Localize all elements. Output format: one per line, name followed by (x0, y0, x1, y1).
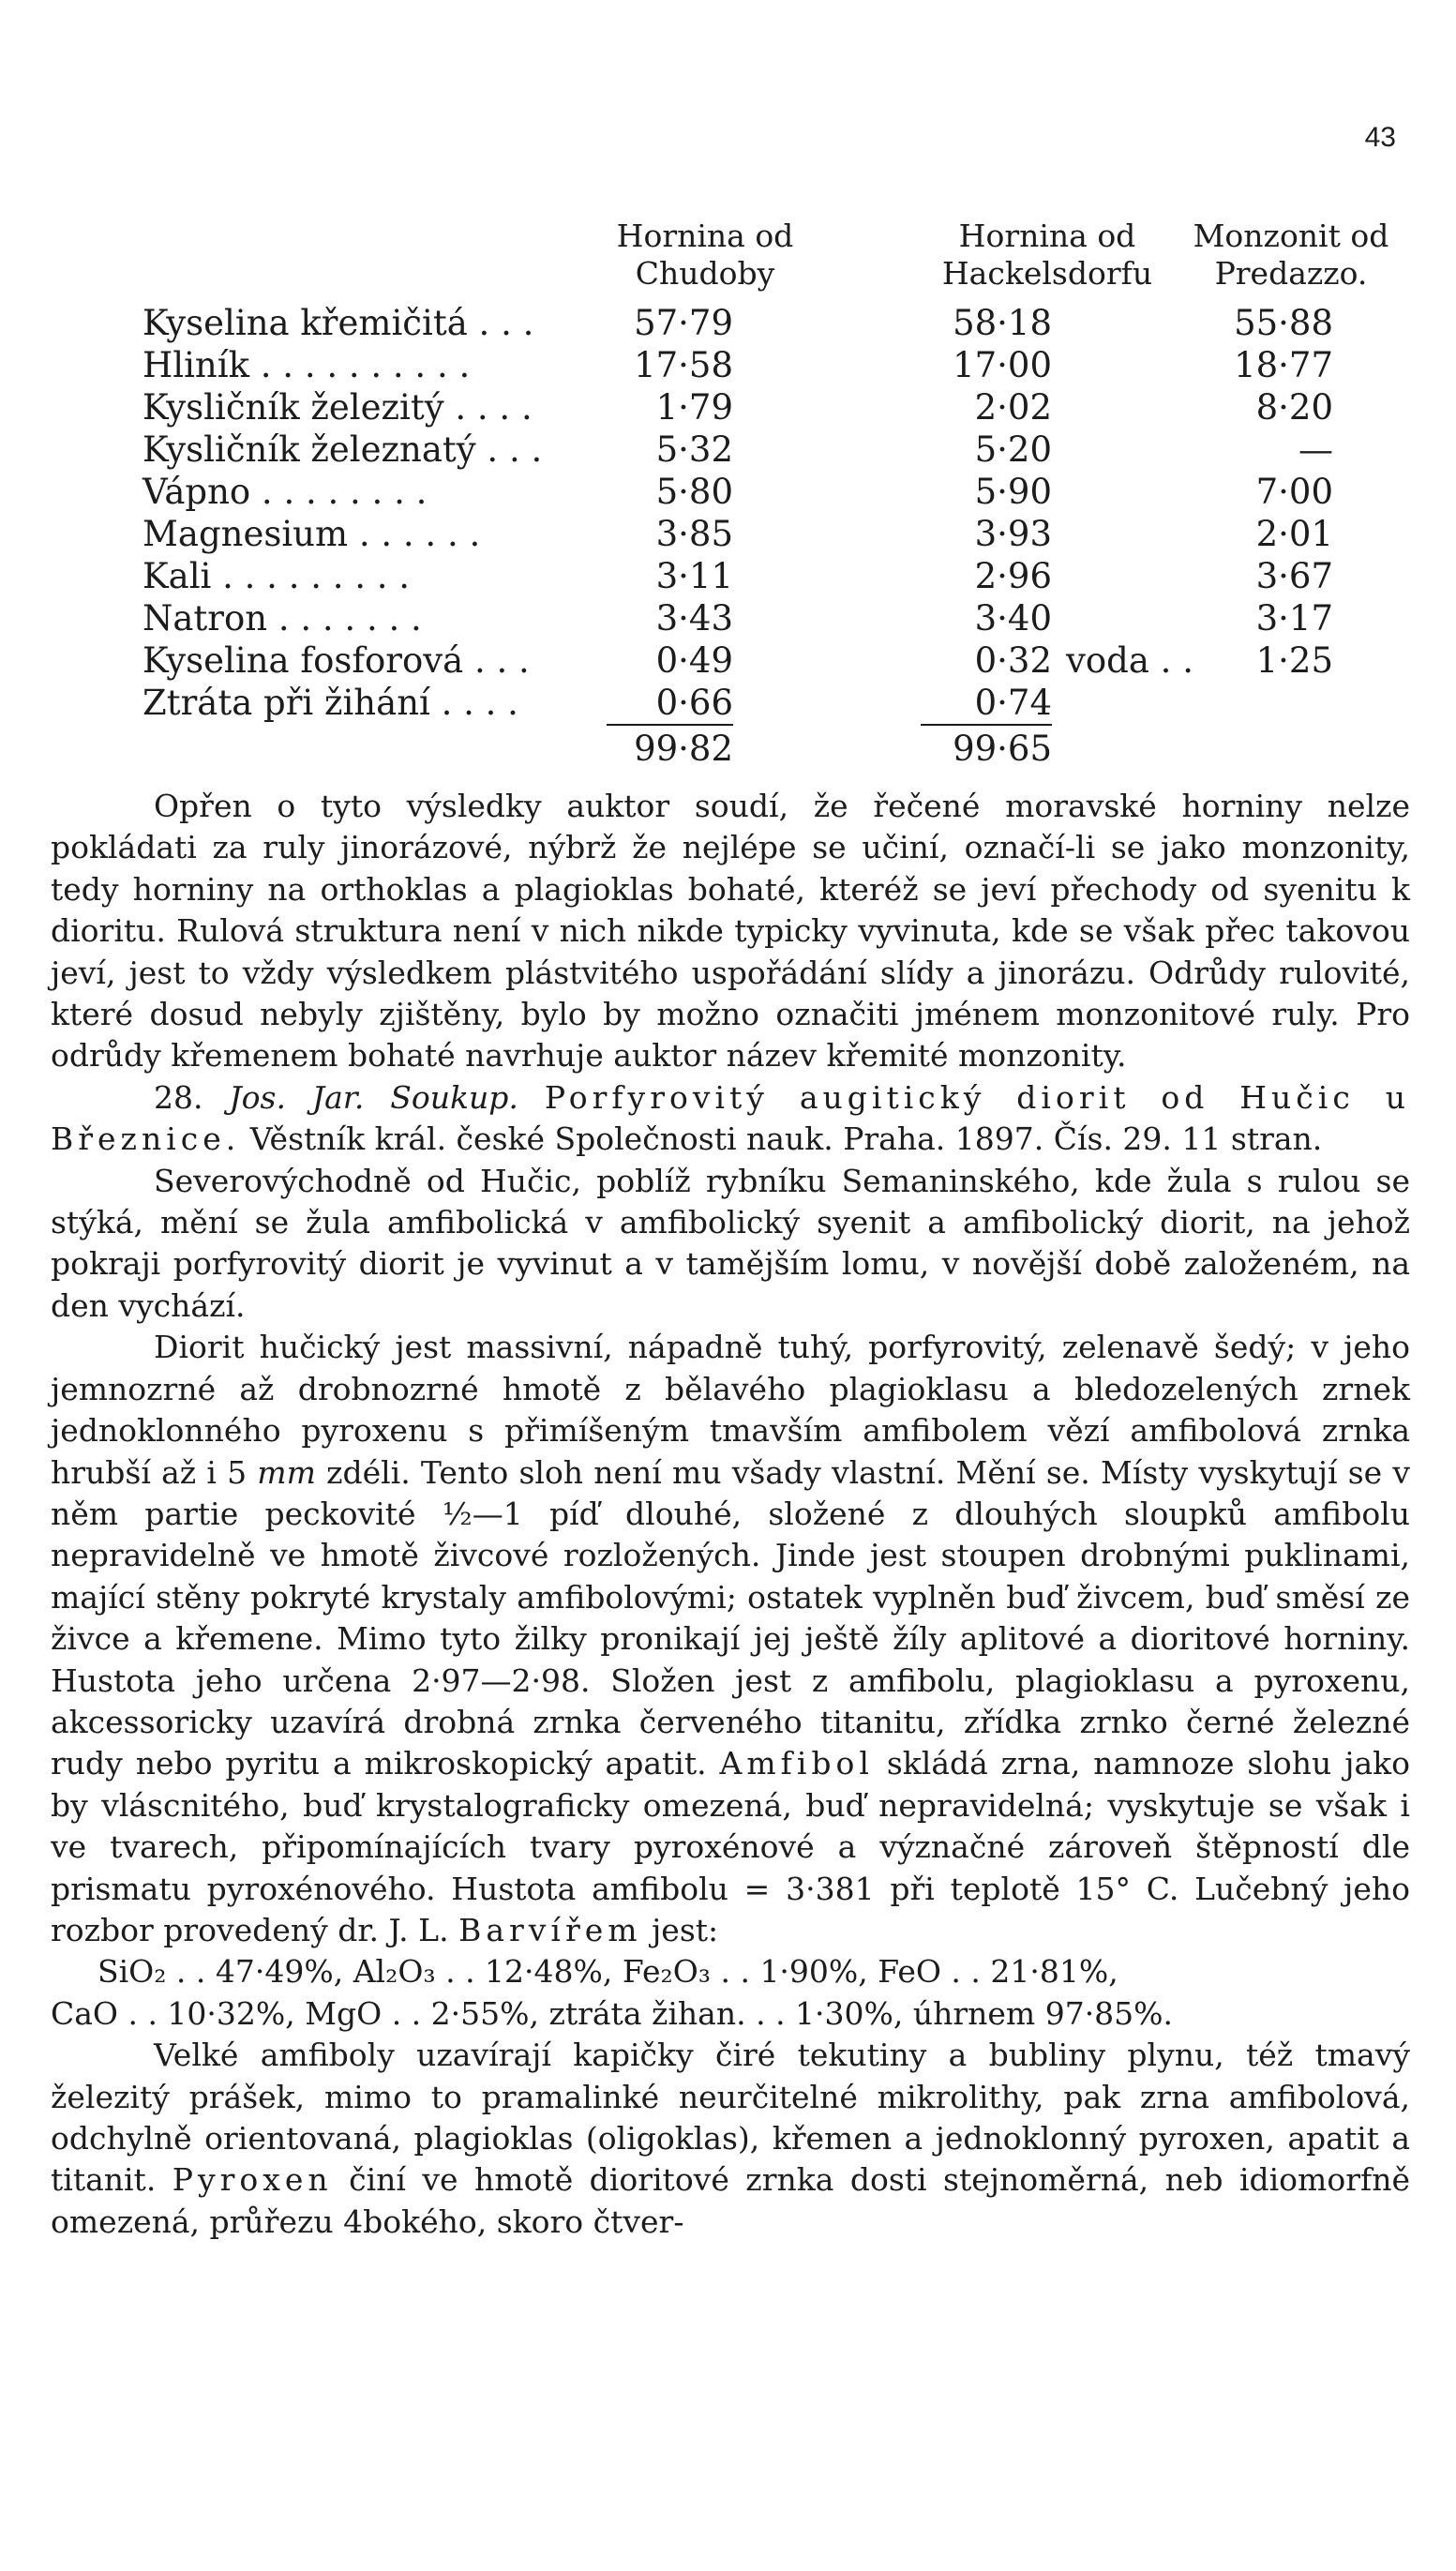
row-note: voda . . (1066, 640, 1193, 681)
text-run: skládá zrna, namnoze slohu jako by vláscnitého, buď krystalograficky omezená, buď nepravidelná; vyskytuje se však i ve tvarech, připomínajících tvary pyroxénové a význačné zároveň štěpností dle prismatu pyroxénového. Hustota amfibolu = 3·381 při teplotě 15° C. Lučebný jeho rozbor provedený dr. J. L. (51, 1745, 1410, 1948)
chemical-formula-line: SiO₂ . . 47·49%, Al₂O₃ . . 12·48%, Fe₂O₃ . . 1·90%, FeO . . 21·81%, (98, 1953, 1118, 1991)
page-number: 43 (1364, 122, 1396, 153)
table-row (143, 513, 1399, 555)
value-predazzo: 2·01 (1255, 514, 1333, 554)
value-chudoby: 1·79 (655, 387, 733, 428)
row-label: Kali . . . . . . . . . (143, 556, 411, 596)
reference-author: Jos. Jar. Soukup. (229, 1078, 518, 1116)
paragraph (51, 2035, 1410, 2243)
value-hackelsdorf: 2·02 (974, 387, 1052, 428)
table-header (143, 218, 1399, 302)
value-chudoby: 0·66 (655, 683, 733, 723)
value-predazzo: 8·20 (1255, 387, 1333, 428)
name-barvir: Barvířem (458, 1911, 642, 1948)
text-run: Velké amfiboly uzavírají kapičky čiré tekutiny a bubliny plynu, též tmavý železitý prášek, mimo to pramalinké neurčitelné mikrolithy, pak zrna amfibolová, odchylně orientovaná, plagioklas (oligoklas), křemen a jednoklonný pyroxen, apatit a titanit. (51, 2037, 1410, 2199)
table-row (143, 639, 1399, 682)
value-predazzo: — (1298, 429, 1333, 470)
table-row (143, 597, 1399, 639)
reference-title: Porfyrovitý augitický diorit od Hučic u Březnice. (51, 1078, 1410, 1158)
table-row (143, 386, 1399, 428)
table-row (143, 428, 1399, 471)
body-text (51, 786, 1410, 2243)
text-run: zdéli. Tento sloh není mu všady vlastní. Mění se. Místy vyskytují se v něm partie peckovité ½—1 píď dlouhé, složené z dlouhých sloupků amfibolu nepravidelně ve hmotě živcové rozložených. Jinde jest stoupen drobnými puklinami, mající stěny pokryté krystaly amfibolovými; ostatek vyplněn buď živcem, buď směsí ze živce a křemene. Mimo tyto žilky pronikají jej ještě žíly aplitové a dioritové horniny. Hustota jeho určena 2·97—2·98. Složen jest z amfibolu, plagioklasu a pyroxenu, akcessoricky uzavírá drobná zrnka červeného titanitu, zřídka zrnko černé železné rudy nebo pyritu a mikroskopický apatit. (51, 1453, 1411, 1782)
text-run: Diorit hučický jest massivní, nápadně tuhý, porfyrovitý, zelenavě šedý; v jeho jemnozrné až drobnozrné hmotě z bělavého plagioklasu a bledozelených zrnek jednoklonného pyroxenu s přimíšeným tmavším amfibolem vězí amfibolová zrnka hrubší až i 5 (51, 1329, 1410, 1491)
value-hackelsdorf: 5·90 (974, 472, 1052, 512)
reference-number: 28. (154, 1078, 203, 1116)
table-row (143, 344, 1399, 386)
table-row (143, 302, 1399, 344)
value-hackelsdorf: 3·93 (974, 514, 1052, 554)
table-sum-row (143, 724, 1399, 769)
row-label: Kysličník železnatý . . . (143, 429, 543, 470)
table-body (143, 302, 1399, 724)
column-header-chudoby: Hornina od Chudoby (616, 218, 794, 292)
value-chudoby: 0·49 (655, 640, 733, 681)
reference-source: Věstník král. české Společnosti nauk. Praha. 1897. Čís. 29. 11 stran. (249, 1120, 1323, 1158)
value-hackelsdorf: 58·18 (953, 303, 1052, 343)
reference-entry (51, 1077, 1410, 1161)
table-row (143, 471, 1399, 513)
value-predazzo: 1·25 (1255, 640, 1333, 681)
paragraph: Severovýchodně od Hučic, poblíž rybníku Semaninského, kde žula s rulou se stýká, mění se žula amfibolická v amfibolický syenit a amfibolický diorit, na jehož pokraji porfyrovitý diorit je vyvinut a v tamějším lomu, v novější době založeném, na den vychází. (51, 1162, 1410, 1324)
text-run: činí ve hmotě dioritové zrnka dosti stejnoměrná, neb idiomorfně omezená, průřezu 4bokého, skoro čtver- (51, 2161, 1410, 2240)
term-amfibol: Amfibol (719, 1745, 874, 1782)
value-chudoby: 3·43 (655, 598, 733, 639)
value-chudoby: 3·85 (655, 514, 733, 554)
value-hackelsdorf: 0·74 (974, 683, 1052, 723)
row-label: Kysličník železitý . . . . (143, 387, 533, 428)
value-predazzo: 55·88 (1234, 303, 1333, 343)
value-hackelsdorf: 17·00 (953, 345, 1052, 385)
value-chudoby: 5·32 (655, 429, 733, 470)
table-row (143, 555, 1399, 597)
paragraph (51, 1327, 1410, 1951)
row-label: Hliník . . . . . . . . . . (143, 345, 471, 385)
value-chudoby: 17·58 (634, 345, 733, 385)
row-label: Ztráta při žihání . . . . (143, 683, 518, 723)
row-label: Magnesium . . . . . . (143, 514, 481, 554)
text-run: jest: (652, 1911, 719, 1948)
column-header-hackelsdorf: Hornina od Hackelsdorfu (941, 218, 1153, 292)
row-label: Natron . . . . . . . (143, 598, 422, 639)
unit-mm: mm (257, 1453, 316, 1491)
value-hackelsdorf: 0·32 (974, 640, 1052, 681)
analysis-table (143, 218, 1399, 769)
chemical-formula-line: CaO . . 10·32%, MgO . . 2·55%, ztráta žihan. . . 1·30%, úhrnem 97·85%. (51, 1994, 1174, 2032)
sum-hackelsdorf: 99·65 (921, 724, 1052, 770)
value-predazzo: 3·67 (1255, 556, 1333, 596)
table-row (143, 682, 1399, 724)
sum-chudoby: 99·82 (607, 724, 733, 770)
value-predazzo: 7·00 (1255, 472, 1333, 512)
row-label: Vápno . . . . . . . . (143, 472, 428, 512)
value-chudoby: 57·79 (634, 303, 733, 343)
value-hackelsdorf: 2·96 (974, 556, 1052, 596)
value-hackelsdorf: 5·20 (974, 429, 1052, 470)
value-hackelsdorf: 3·40 (974, 598, 1052, 639)
row-label: Kyselina křemičitá . . . (143, 303, 534, 343)
value-chudoby: 3·11 (655, 556, 733, 596)
value-chudoby: 5·80 (655, 472, 733, 512)
row-label: Kyselina fosforová . . . (143, 640, 530, 681)
term-pyroxen: Pyroxen (172, 2161, 333, 2199)
column-header-predazzo: Monzonit od Predazzo. (1193, 218, 1389, 292)
value-predazzo: 3·17 (1255, 598, 1333, 639)
value-predazzo: 18·77 (1234, 345, 1333, 385)
paragraph: Opřen o tyto výsledky auktor soudí, že řečené moravské horniny nelze pokládati za ruly jinorázové, nýbrž že nejlépe se učiní, označí-li se jako monzonity, tedy horniny na orthoklas a plagioklas bohaté, kteréž se jeví přechody od syenitu k dioritu. Rulová struktura není v nich nikde typicky vyvinuta, kde se však přec takovou jeví, jest to vždy výsledkem plástvitého uspořádání slídy a jinorázu. Odrůdy rulovité, které dosud nebyly zjištěny, bylo by možno označiti jménem monzonitové ruly. Pro odrůdy křemenem bohaté navrhuje auktor název křemité monzonity. (51, 788, 1410, 1075)
